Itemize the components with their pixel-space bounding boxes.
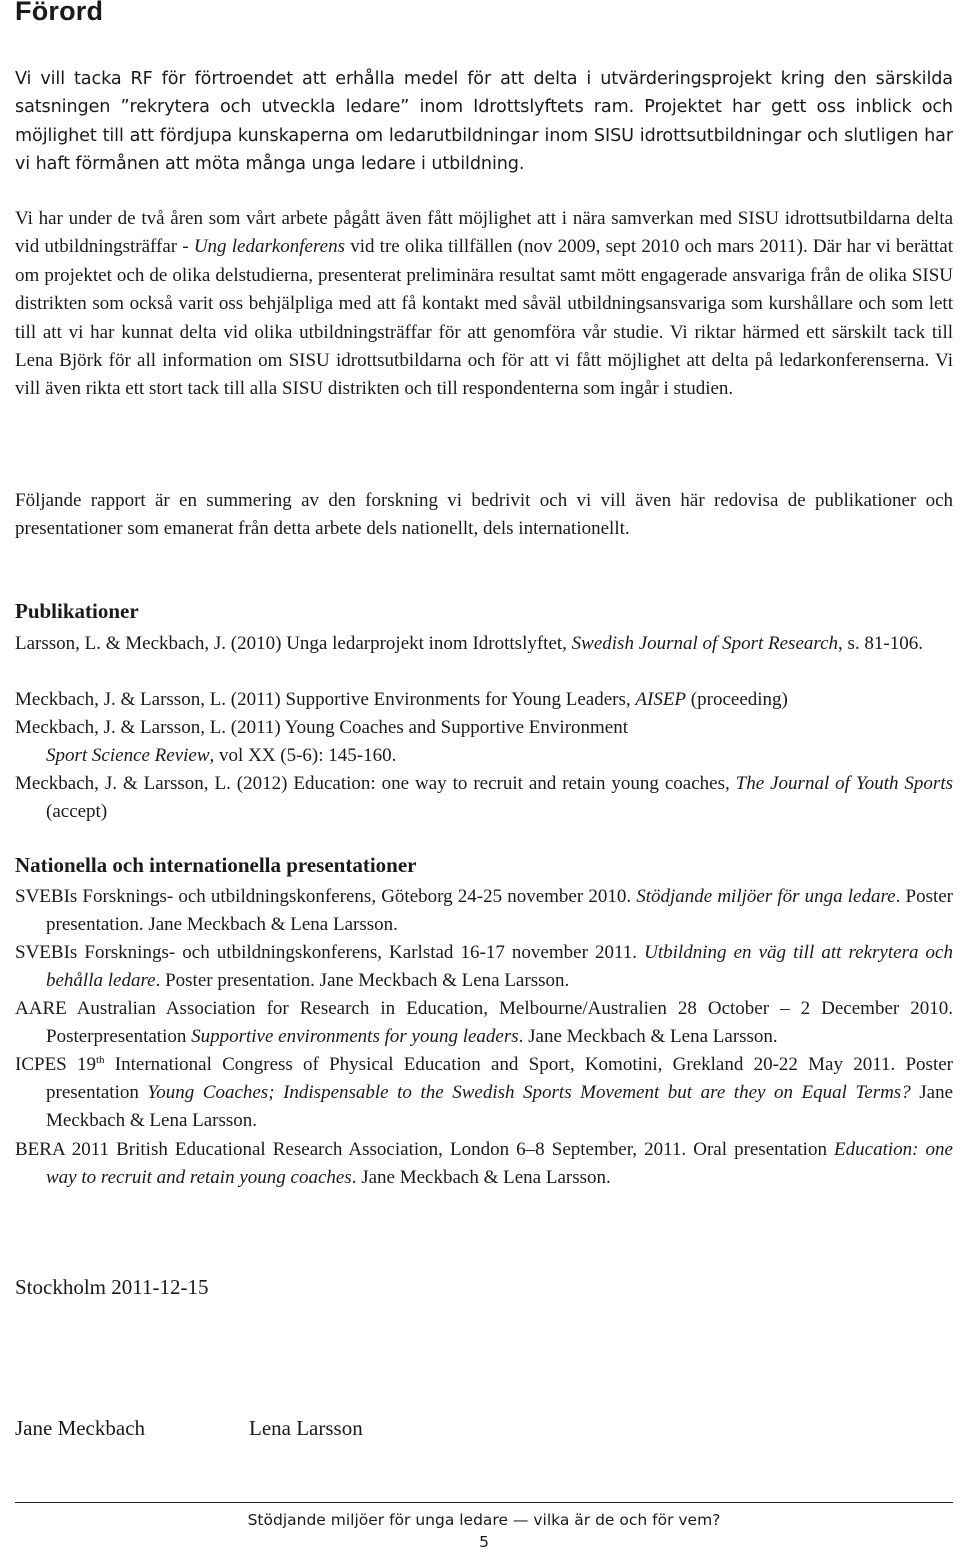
publication-2-text-a: Meckbach, J. & Larsson, L. (2011) Supportive Environments for Young Leaders, bbox=[15, 689, 636, 710]
presentation-3-text-b: . Jane Meckbach & Lena Larsson. bbox=[518, 1026, 778, 1047]
presentation-1-text-b: . Poster presentation. Jane Meckbach & Lena Larsson. bbox=[46, 886, 954, 935]
publication-1 bbox=[15, 630, 953, 658]
signature-1: Jane Meckbach bbox=[15, 1416, 146, 1440]
publication-3-continuation bbox=[46, 742, 953, 770]
presentation-5-title: Education: one way to recruit and retain young coaches bbox=[46, 1139, 953, 1188]
presentation-2 bbox=[15, 939, 953, 995]
presentation-5-text-a: BERA 2011 British Educational Research Association, London 6–8 September, 2011. Oral presentation bbox=[15, 1139, 835, 1160]
page-title: Förord bbox=[15, 0, 104, 26]
intro-paragraph-1-text: Vi vill tacka RF för förtroendet att erhålla medel för att delta i utvärderingsprojekt kring den särskilda satsningen ”rekrytera och utveckla ledare” inom Idrottslyftets ram. Projektet har gett oss inblick och möjlighet till att fördjupa kunskaperna om ledarutbildningar inom SISU idrottsutbildningar och slutligen har vi haft förmånen att möta många unga ledare i utbildning. bbox=[15, 69, 953, 175]
publication-4 bbox=[15, 770, 953, 826]
publication-2-journal: AISEP bbox=[635, 689, 687, 710]
publication-2 bbox=[15, 686, 953, 714]
publication-3-text-a: Meckbach, J. & Larsson, L. (2011) Young Coaches and Supportive Environment bbox=[15, 717, 629, 738]
intro-paragraph-3 bbox=[15, 487, 953, 544]
publication-4-journal: The Journal of Youth Sports bbox=[735, 773, 953, 794]
page-number: 5 bbox=[479, 1533, 489, 1551]
presentation-4-text-c: Jane Meckbach & Lena Larsson. bbox=[46, 1082, 954, 1131]
publications-heading: Publikationer bbox=[15, 599, 139, 623]
presentation-3 bbox=[15, 995, 953, 1051]
publication-2-text-b: (proceeding) bbox=[686, 689, 788, 710]
presentation-4-text-b: International Congress of Physical Education and Sport, Komotini, Grekland 20-22 May 2011. Poster presentation bbox=[46, 1054, 953, 1103]
publication-3-journal: Sport Science Review bbox=[46, 745, 210, 766]
presentation-2-text-b: . Poster presentation. Jane Meckbach & Lena Larsson. bbox=[155, 970, 570, 991]
presentation-4-ordinal: th bbox=[95, 1054, 105, 1066]
presentation-3-text-a: AARE Australian Association for Research in Education, Melbourne/Australien 28 October – 2 December 2010. Posterpresentation bbox=[15, 998, 953, 1047]
publication-3 bbox=[15, 714, 953, 770]
signature-2: Lena Larsson bbox=[249, 1416, 363, 1440]
intro-paragraph-2-text-a: Vi har under de två åren som vårt arbete pågått även fått möjlighet att i nära samverkan med SISU idrottsutbildarna delta vid utbildningsträffar - bbox=[15, 208, 953, 258]
publication-1-text-b: , s. 81-106. bbox=[838, 633, 923, 654]
intro-paragraph-2-emphasis: Ung ledarkonferens bbox=[193, 236, 345, 258]
presentation-5 bbox=[15, 1136, 953, 1192]
presentation-4-text-a: ICPES 19 bbox=[15, 1054, 96, 1075]
presentation-2-text-a: SVEBIs Forsknings- och utbildningskonferens, Karlstad 16-17 november 2011. bbox=[15, 942, 645, 963]
intro-paragraph-1 bbox=[15, 65, 953, 179]
place-date: Stockholm 2011-12-15 bbox=[15, 1275, 209, 1299]
publication-4-text-a: Meckbach, J. & Larsson, L. (2012) Education: one way to recruit and retain young coaches, bbox=[15, 773, 736, 794]
presentation-1-title: Stödjande miljöer för unga ledare bbox=[636, 886, 896, 907]
presentation-2-title: Utbildning en väg till att rekrytera och behålla ledare bbox=[46, 942, 953, 991]
intro-paragraph-3-text: Följande rapport är en summering av den forskning vi bedrivit och vi vill även här redovisa de publikationer och presentationer som emanerat från detta arbete dels nationellt, dels internationellt. bbox=[15, 490, 953, 540]
presentation-3-title: Supportive environments for young leaders bbox=[191, 1026, 519, 1047]
presentation-4 bbox=[15, 1051, 953, 1135]
footer-title: Stödjande miljöer för unga ledare — vilka är de och för vem? bbox=[247, 1511, 721, 1529]
footer-rule bbox=[15, 1502, 953, 1503]
presentation-5-text-b: . Jane Meckbach & Lena Larsson. bbox=[351, 1167, 611, 1188]
presentation-1-text-a: SVEBIs Forsknings- och utbildningskonferens, Göteborg 24-25 november 2010. bbox=[15, 886, 637, 907]
presentation-4-title: Young Coaches; Indispensable to the Swedish Sports Movement but are they on Equal Terms? bbox=[147, 1082, 911, 1103]
presentations-heading: Nationella och internationella presentationer bbox=[15, 853, 417, 877]
publication-4-text-b: (accept) bbox=[46, 801, 108, 822]
intro-paragraph-2 bbox=[15, 205, 953, 404]
publication-3-text-b: , vol XX (5-6): 145-160. bbox=[209, 745, 397, 766]
presentation-1 bbox=[15, 883, 953, 939]
intro-paragraph-2-text-b: vid tre olika tillfällen (nov 2009, sept 2010 och mars 2011). Där har vi berättat om projektet och de olika delstudierna, presenterat preliminära resultat samt mött engagerade ansvariga från de olika SISU distrikten som också varit oss behjälpliga med att få kontakt med såväl utbildningsansvariga som kurshållare och som lett till att vi har kunnat delta vid olika utbildningsträffar för att genomföra vår studie. Vi riktar härmed ett särskilt tack till Lena Björk för all information om SISU idrottsutbildarna och för att vi fått möjlighet att delta på ledarkonferenserna. Vi vill även rikta ett stort tack till alla SISU distrikten och till respondenterna som ingår i studien. bbox=[15, 236, 953, 400]
publication-1-text-a: Larsson, L. & Meckbach, J. (2010) Unga ledarprojekt inom Idrottslyftet, bbox=[15, 633, 572, 654]
publication-1-journal: Swedish Journal of Sport Research bbox=[571, 633, 838, 654]
